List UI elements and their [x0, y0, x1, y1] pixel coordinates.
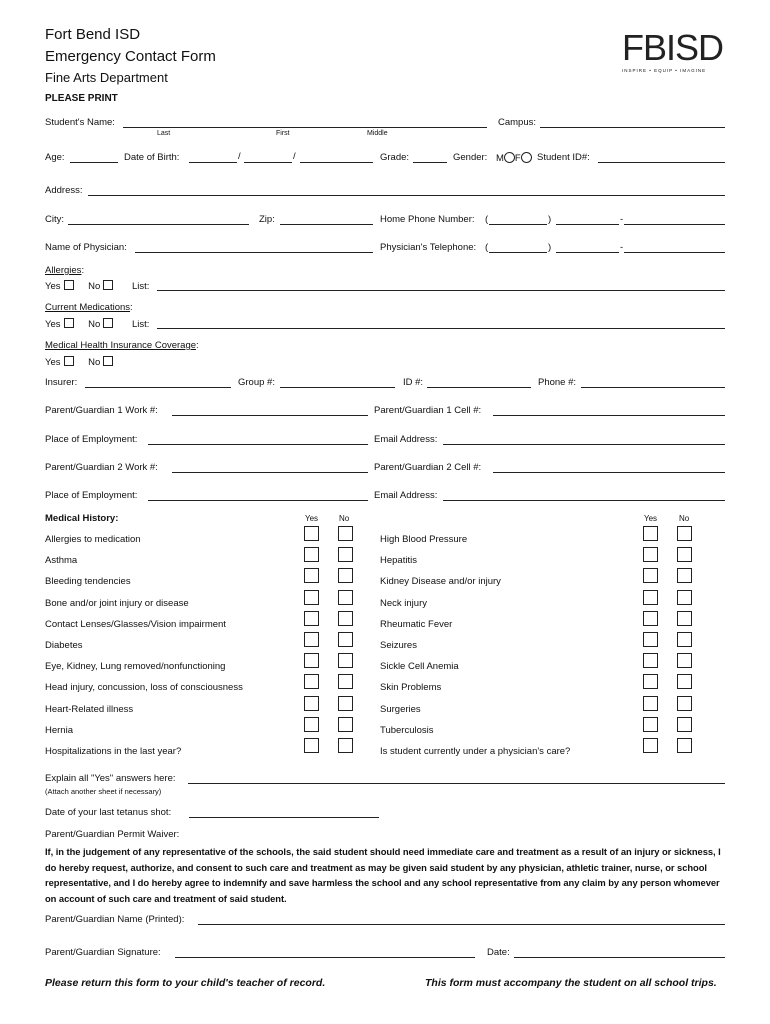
mh-condition-label: Head injury, concussion, loss of consciousness — [45, 682, 243, 694]
mh-yes-checkbox[interactable] — [643, 674, 658, 689]
mh-no-checkbox[interactable] — [677, 526, 692, 541]
campus-label: Campus: — [498, 117, 537, 128]
campus-field[interactable] — [540, 127, 725, 128]
physician-phone-area-field[interactable] — [489, 252, 547, 253]
mh-yes-checkbox[interactable] — [643, 568, 658, 583]
mh-no-checkbox[interactable] — [677, 653, 692, 668]
physician-phone-dash: - — [620, 242, 624, 253]
mh-condition-label: Seizures — [380, 640, 417, 651]
allergies-title: Allergies — [45, 265, 82, 276]
student-name-field[interactable] — [123, 127, 487, 128]
mh-left-no-header: No — [339, 514, 350, 523]
tetanus-label: Date of your last tetanus shot: — [45, 807, 172, 818]
medications-list-field[interactable] — [157, 328, 725, 329]
insurer-field[interactable] — [85, 387, 231, 388]
form-title: Emergency Contact Form — [45, 48, 216, 65]
mh-no-checkbox[interactable] — [338, 632, 353, 647]
insurance-title: Medical Health Insurance Coverage — [45, 340, 197, 351]
mh-yes-checkbox[interactable] — [643, 526, 658, 541]
mh-no-checkbox[interactable] — [338, 717, 353, 732]
allergies-yes-checkbox[interactable] — [64, 280, 74, 290]
gender-m-label: M — [496, 153, 504, 164]
mh-condition-label: Neck injury — [380, 597, 427, 609]
student-id-label: Student ID#: — [537, 152, 590, 163]
zip-field[interactable] — [280, 224, 373, 225]
mh-no-checkbox[interactable] — [677, 611, 692, 626]
explain-field[interactable] — [188, 783, 725, 784]
mh-condition-label: Asthma — [45, 555, 78, 567]
dob-slash: / — [293, 151, 296, 162]
dob-label: Date of Birth: — [124, 152, 180, 163]
physician-phone-label: Physician's Telephone: — [380, 242, 477, 253]
home-phone-paren: ( — [485, 214, 489, 225]
waiver-title: Parent/Guardian Permit Waiver: — [45, 829, 180, 840]
id-label: ID #: — [403, 377, 424, 388]
student-name-label: Student's Name: — [45, 117, 115, 128]
mh-condition-label: Allergies to medication — [45, 534, 141, 545]
group-field[interactable] — [280, 387, 395, 388]
mh-yes-checkbox[interactable] — [643, 653, 658, 668]
mh-no-checkbox[interactable] — [338, 547, 353, 562]
physician-field[interactable] — [135, 252, 373, 253]
guardian1-cell-label: Parent/Guardian 1 Cell #: — [374, 405, 482, 416]
mh-no-checkbox[interactable] — [338, 674, 353, 689]
mh-condition-label: Sickle Cell Anemia — [380, 661, 459, 673]
waiver-text: If, in the judgement of any representative of the schools, the said student should need immediate care and treatment as a result of an injury or sickness, I do hereby request, authorize, and consent to such care and treatment as may be given said student by any physician, athletic trainer, nurse, or school representative, and I do hereby agree to indemnify and save harmless the school and any school representative from any claim by any person whomever on account of such care and treatment of said student. — [45, 846, 721, 904]
mh-condition-label: Diabetes — [45, 640, 83, 651]
physician-phone-line-field[interactable] — [624, 252, 725, 253]
mh-yes-checkbox[interactable] — [304, 526, 319, 541]
guardian2-email-label: Email Address: — [374, 490, 438, 501]
mh-yes-checkbox[interactable] — [643, 547, 658, 562]
allergies-no-checkbox[interactable] — [103, 280, 113, 290]
group-label: Group #: — [238, 377, 275, 388]
mh-condition-label: Rheumatic Fever — [380, 618, 453, 630]
mh-yes-checkbox[interactable] — [643, 632, 658, 647]
mh-condition-label: Skin Problems — [380, 682, 442, 694]
medications-heading — [45, 302, 133, 313]
guardian2-cell-label: Parent/Guardian 2 Cell #: — [374, 462, 482, 473]
mh-no-checkbox[interactable] — [338, 526, 353, 541]
insurance-phone-label: Phone #: — [538, 377, 577, 388]
mh-no-checkbox[interactable] — [338, 611, 353, 626]
mh-condition-label: Hospitalizations in the last year? — [45, 746, 182, 757]
guardian2-cell-field[interactable] — [493, 472, 725, 473]
gender-f-label: F — [514, 153, 521, 164]
allergies-yes-label: Yes — [45, 281, 61, 292]
mh-yes-checkbox[interactable] — [304, 717, 319, 732]
home-phone-area-field[interactable] — [489, 224, 547, 225]
mh-condition-label: Surgeries — [380, 703, 421, 715]
fbisd-logo — [622, 27, 724, 73]
explain-label: Explain all "Yes" answers here: — [45, 773, 176, 784]
gender-m-radio[interactable] — [504, 152, 515, 163]
mh-no-checkbox[interactable] — [338, 738, 353, 753]
physician-phone-prefix-field[interactable] — [556, 252, 619, 253]
mh-yes-checkbox[interactable] — [304, 568, 319, 583]
mh-no-checkbox[interactable] — [677, 590, 692, 605]
mh-condition-label: Hepatitis — [380, 555, 417, 567]
grade-label: Grade: — [380, 152, 410, 163]
logo-text: FBISD — [622, 27, 724, 68]
mh-yes-checkbox[interactable] — [643, 696, 658, 711]
mh-condition-label: Bone and/or joint injury or disease — [45, 597, 189, 609]
student-id-field[interactable] — [598, 162, 725, 163]
mh-yes-checkbox[interactable] — [643, 611, 658, 626]
mh-no-checkbox[interactable] — [338, 568, 353, 583]
home-phone-label: Home Phone Number: — [380, 214, 475, 225]
guardian2-work-label: Parent/Guardian 2 Work #: — [45, 462, 158, 473]
home-phone-line-field[interactable] — [624, 224, 725, 225]
mh-yes-checkbox[interactable] — [304, 590, 319, 605]
insurance-no-label: No — [88, 357, 101, 368]
medications-yes-checkbox[interactable] — [64, 318, 74, 328]
mh-no-checkbox[interactable] — [677, 632, 692, 647]
mh-yes-checkbox[interactable] — [304, 632, 319, 647]
zip-label: Zip: — [259, 214, 275, 225]
logo-tagline: INSPIRE • EQUIP • IMAGINE — [622, 68, 707, 73]
grade-field[interactable] — [413, 162, 447, 163]
dob-day-field[interactable] — [244, 162, 292, 163]
mh-yes-checkbox[interactable] — [304, 547, 319, 562]
mh-no-checkbox[interactable] — [677, 738, 692, 753]
tetanus-field[interactable] — [189, 817, 379, 818]
district-title: Fort Bend ISD — [45, 26, 141, 43]
home-phone-dash: - — [620, 214, 624, 225]
insurance-yes-label: Yes — [45, 357, 61, 368]
explain-note: (Attach another sheet if necessary) — [45, 787, 162, 796]
medical-history-title: Medical History: — [45, 513, 119, 524]
mh-condition-label: Hernia — [45, 724, 73, 736]
guardian-signature-label: Parent/Guardian Signature: — [45, 947, 161, 958]
home-phone-paren: ) — [548, 214, 552, 225]
mh-yes-checkbox[interactable] — [643, 717, 658, 732]
physician-phone-paren: ( — [485, 242, 489, 253]
mh-no-checkbox[interactable] — [677, 674, 692, 689]
insurance-yes-checkbox[interactable] — [64, 356, 74, 366]
medications-no-checkbox[interactable] — [103, 318, 113, 328]
medications-title: Current Medications — [45, 302, 131, 313]
address-field[interactable] — [88, 195, 725, 196]
medications-colon: : — [130, 302, 133, 313]
dob-slash: / — [238, 151, 241, 162]
guardian1-work-field[interactable] — [172, 415, 368, 416]
guardian2-employment-field[interactable] — [148, 500, 368, 501]
mh-no-checkbox[interactable] — [338, 590, 353, 605]
mh-no-checkbox[interactable] — [677, 696, 692, 711]
mh-condition-label: Eye, Kidney, Lung removed/nonfunctioning — [45, 661, 226, 673]
medications-options — [45, 318, 149, 330]
footer-trips-note: This form must accompany the student on all school trips. — [425, 977, 717, 989]
mh-no-checkbox[interactable] — [677, 568, 692, 583]
physician-phone-paren: ) — [548, 242, 552, 253]
first-name-caption: First — [276, 130, 290, 137]
mh-yes-checkbox[interactable] — [643, 738, 658, 753]
mh-yes-checkbox[interactable] — [304, 653, 319, 668]
guardian1-employment-field[interactable] — [148, 444, 368, 445]
age-label: Age: — [45, 152, 65, 163]
mh-condition-label: Contact Lenses/Glasses/Vision impairment — [45, 618, 226, 630]
mh-condition-label: Kidney Disease and/or injury — [380, 576, 501, 588]
mh-condition-label: Tuberculosis — [380, 724, 434, 736]
insurance-heading — [45, 340, 199, 351]
city-label: City: — [45, 214, 64, 225]
mh-left-yes-header: Yes — [305, 514, 319, 523]
mh-no-checkbox[interactable] — [338, 653, 353, 668]
mh-right-yes-header: Yes — [644, 514, 658, 523]
physician-label: Name of Physician: — [45, 242, 127, 253]
department-title: Fine Arts Department — [45, 70, 168, 85]
allergies-options — [45, 280, 149, 292]
home-phone-prefix-field[interactable] — [556, 224, 619, 225]
guardian1-email-field[interactable] — [443, 444, 725, 445]
middle-name-caption: Middle — [367, 130, 388, 137]
gender-f-radio[interactable] — [521, 152, 532, 163]
mh-condition-label: Bleeding tendencies — [45, 576, 131, 588]
guardian-name-field[interactable] — [198, 924, 725, 925]
guardian1-work-label: Parent/Guardian 1 Work #: — [45, 405, 158, 416]
insurance-options — [45, 356, 113, 368]
allergies-colon: : — [81, 265, 85, 276]
medications-yes-label: Yes — [45, 319, 61, 330]
gender-label: Gender: — [453, 152, 488, 163]
allergies-no-label: No — [88, 281, 101, 292]
insurance-phone-field[interactable] — [581, 387, 725, 388]
age-field[interactable] — [70, 162, 118, 163]
dob-year-field[interactable] — [300, 162, 373, 163]
mh-condition-label: High Blood Pressure — [380, 534, 468, 545]
dob-month-field[interactable] — [189, 162, 237, 163]
last-name-caption: Last — [157, 130, 171, 137]
allergies-heading — [45, 265, 84, 276]
gender-options — [496, 152, 532, 164]
please-print-label: PLEASE PRINT — [45, 93, 118, 104]
footer-return-note: Please return this form to your child's teacher of record. — [45, 977, 326, 989]
medications-no-label: No — [88, 319, 101, 330]
guardian-signature-field[interactable] — [175, 957, 475, 958]
allergies-list-label: List: — [131, 281, 150, 292]
id-field[interactable] — [427, 387, 531, 388]
mh-right-no-header: No — [679, 514, 690, 523]
address-label: Address: — [45, 185, 83, 196]
insurer-label: Insurer: — [45, 377, 78, 388]
mh-yes-checkbox[interactable] — [304, 674, 319, 689]
allergies-list-field[interactable] — [157, 290, 725, 291]
insurance-colon: : — [196, 340, 199, 351]
mh-no-checkbox[interactable] — [338, 696, 353, 711]
guardian1-employment-label: Place of Employment: — [45, 434, 138, 445]
date-field[interactable] — [514, 957, 725, 958]
mh-no-checkbox[interactable] — [677, 547, 692, 562]
mh-yes-checkbox[interactable] — [643, 590, 658, 605]
mh-condition-label: Is student currently under a physician's care? — [380, 746, 571, 757]
insurance-no-checkbox[interactable] — [103, 356, 113, 366]
medications-list-label: List: — [131, 319, 150, 330]
guardian1-cell-field[interactable] — [493, 415, 725, 416]
mh-yes-checkbox[interactable] — [304, 696, 319, 711]
guardian2-email-field[interactable] — [443, 500, 725, 501]
guardian1-email-label: Email Address: — [374, 434, 438, 445]
guardian-name-label: Parent/Guardian Name (Printed): — [45, 914, 185, 925]
city-field[interactable] — [68, 224, 249, 225]
mh-condition-label: Heart-Related illness — [45, 703, 134, 715]
guardian2-work-field[interactable] — [172, 472, 368, 473]
mh-no-checkbox[interactable] — [677, 717, 692, 732]
guardian2-employment-label: Place of Employment: — [45, 490, 138, 501]
mh-yes-checkbox[interactable] — [304, 738, 319, 753]
mh-yes-checkbox[interactable] — [304, 611, 319, 626]
date-label: Date: — [487, 947, 510, 958]
